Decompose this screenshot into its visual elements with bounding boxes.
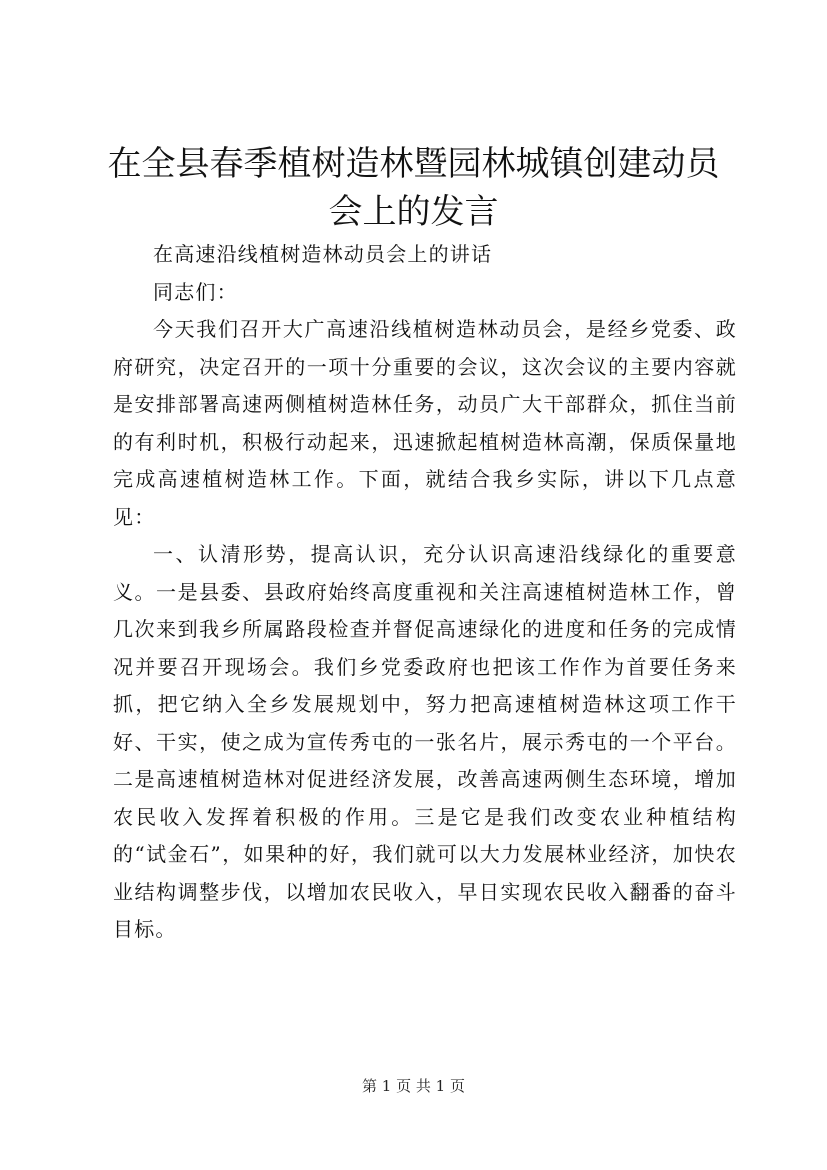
document-title: 在全县春季植树造林暨园林城镇创建动员会上的发言 [107, 144, 720, 232]
salutation: 同志们： [153, 279, 238, 304]
document-body [113, 236, 737, 949]
body-paragraph-section-one: 一、认清形势，提高认识，充分认识高速沿线绿化的重要意义。一是县委、县政府始终高度重视和关注高速植树造林工作，曾几次来到我乡所属路段检查并督促高速绿化的进度和任务的完成情况并要召开现场会。我们乡党委政府也把该工作作为首要任务来抓，把它纳入全乡发展规划中，努力把高速植树造林这项工作干好、干实，使之成为宣传秀屯的一张名片，展示秀屯的一个平台。二是高速植树造林对促进经济发展，改善高速两侧生态环境，增加农民收入发挥着积极的作用。三是它是我们改变农业种植结构的“试金石”，如果种的好，我们就可以大力发展林业经济，加快农业结构调整步伐，以增加农民收入，早日实现农民收入翻番的奋斗目标。 [113, 542, 737, 941]
body-paragraph-intro: 今天我们召开大广高速沿线植树造林动员会，是经乡党委、政府研究，决定召开的一项十分重要的会议，这次会议的主要内容就是安排部署高速两侧植树造林任务，动员广大干部群众，抓住当前的有利时机，积极行动起来，迅速掀起植树造林高潮，保质保量地完成高速植树造林工作。下面，就结合我乡实际，讲以下几点意见： [113, 317, 737, 529]
page-number-footer: 第 1 页 共 1 页 [362, 1077, 465, 1095]
speech-subtitle: 在高速沿线植树造林动员会上的讲话 [153, 242, 493, 266]
